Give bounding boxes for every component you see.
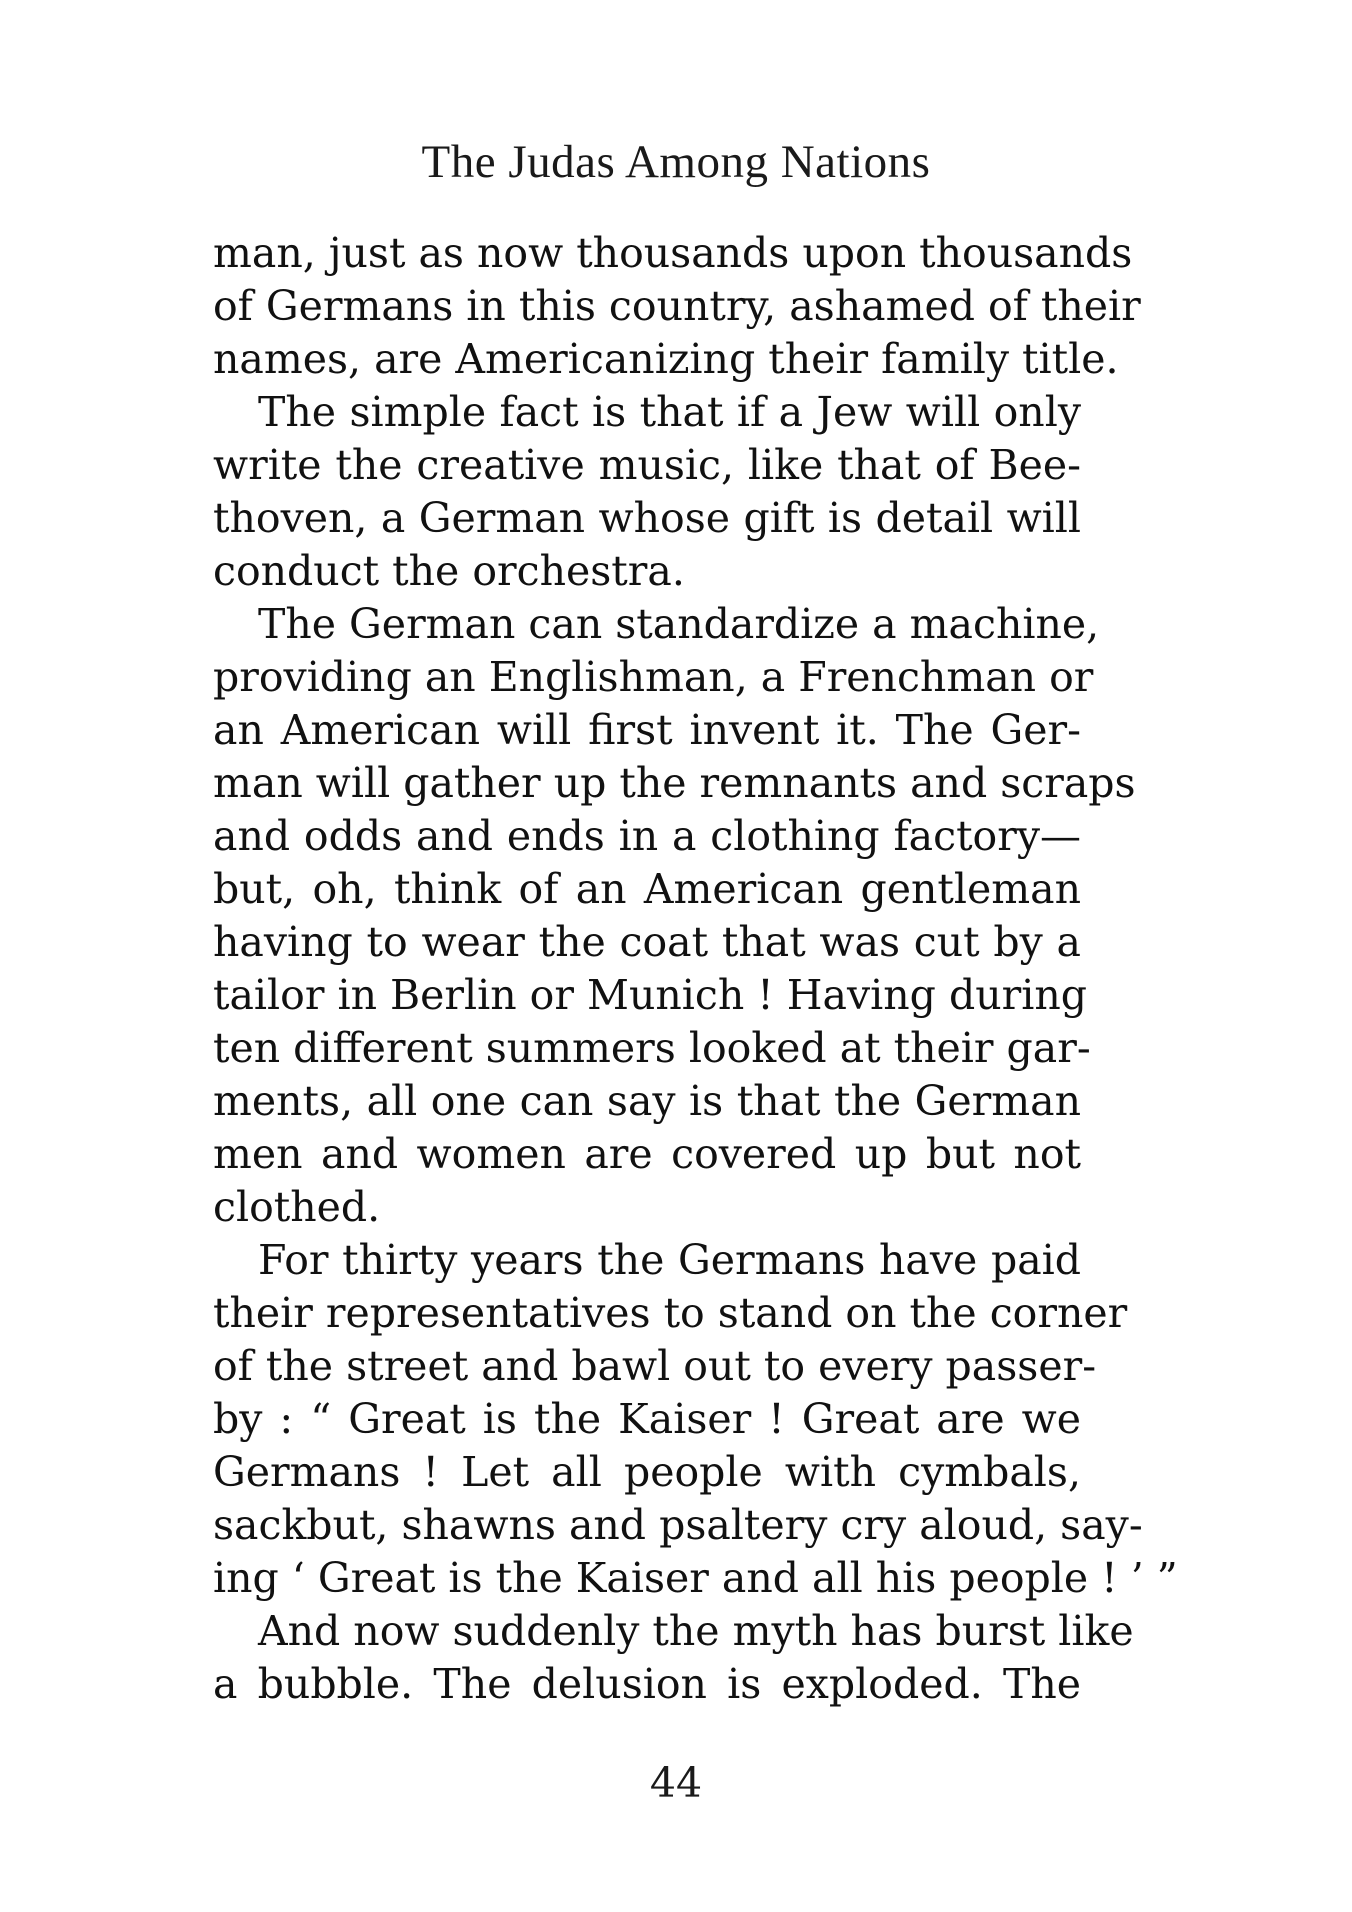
text-line: And now suddenly the myth has burst like <box>258 1607 1134 1655</box>
text-line: providing an Englishman, a Frenchman or <box>213 653 1094 701</box>
text-line: having to wear the coat that was cut by a <box>213 918 1081 966</box>
text-line: names, are Americanizing their family title. <box>213 335 1119 383</box>
text-line: ing ‘ Great is the Kaiser and all his people ! ’ ” <box>213 1554 1178 1602</box>
text-line: The simple fact is that if a Jew will only <box>258 388 1081 436</box>
text-line: a bubble. The delusion is exploded. The <box>213 1660 1081 1708</box>
text-line: men and women are covered up but not <box>213 1130 1081 1178</box>
text-line: clothed. <box>213 1183 381 1231</box>
text-line: ments, all one can say is that the German <box>213 1077 1081 1125</box>
text-line: The German can standardize a machine, <box>258 600 1100 648</box>
text-line: by : “ Great is the Kaiser ! Great are we <box>213 1395 1081 1443</box>
text-line: man will gather up the remnants and scraps <box>213 759 1136 807</box>
text-line: Germans ! Let all people with cymbals, <box>213 1448 1081 1496</box>
body-text <box>213 227 1178 1711</box>
text-line: of Germans in this country, ashamed of their <box>213 282 1141 330</box>
text-line: ten different summers looked at their gar- <box>213 1024 1091 1072</box>
text-line: an American will first invent it. The Ger- <box>213 706 1081 754</box>
text-line: conduct the orchestra. <box>213 547 685 595</box>
text-line: thoven, a German whose gift is detail will <box>213 494 1081 542</box>
text-line: tailor in Berlin or Munich ! Having during <box>213 971 1087 1019</box>
text-line: sackbut, shawns and psaltery cry aloud, say- <box>213 1501 1143 1549</box>
text-line: man, just as now thousands upon thousands <box>213 229 1133 277</box>
text-line: and odds and ends in a clothing factory— <box>213 812 1081 860</box>
page-number: 44 <box>649 1759 703 1807</box>
text-line: write the creative music, like that of Bee- <box>213 441 1081 489</box>
text-line: their representatives to stand on the corner <box>213 1289 1128 1337</box>
text-line: For thirty years the Germans have paid <box>258 1236 1081 1284</box>
text-line: of the street and bawl out to every passer- <box>213 1342 1097 1390</box>
running-head: The Judas Among Nations <box>421 136 931 188</box>
text-line: but, oh, think of an American gentleman <box>213 865 1081 913</box>
